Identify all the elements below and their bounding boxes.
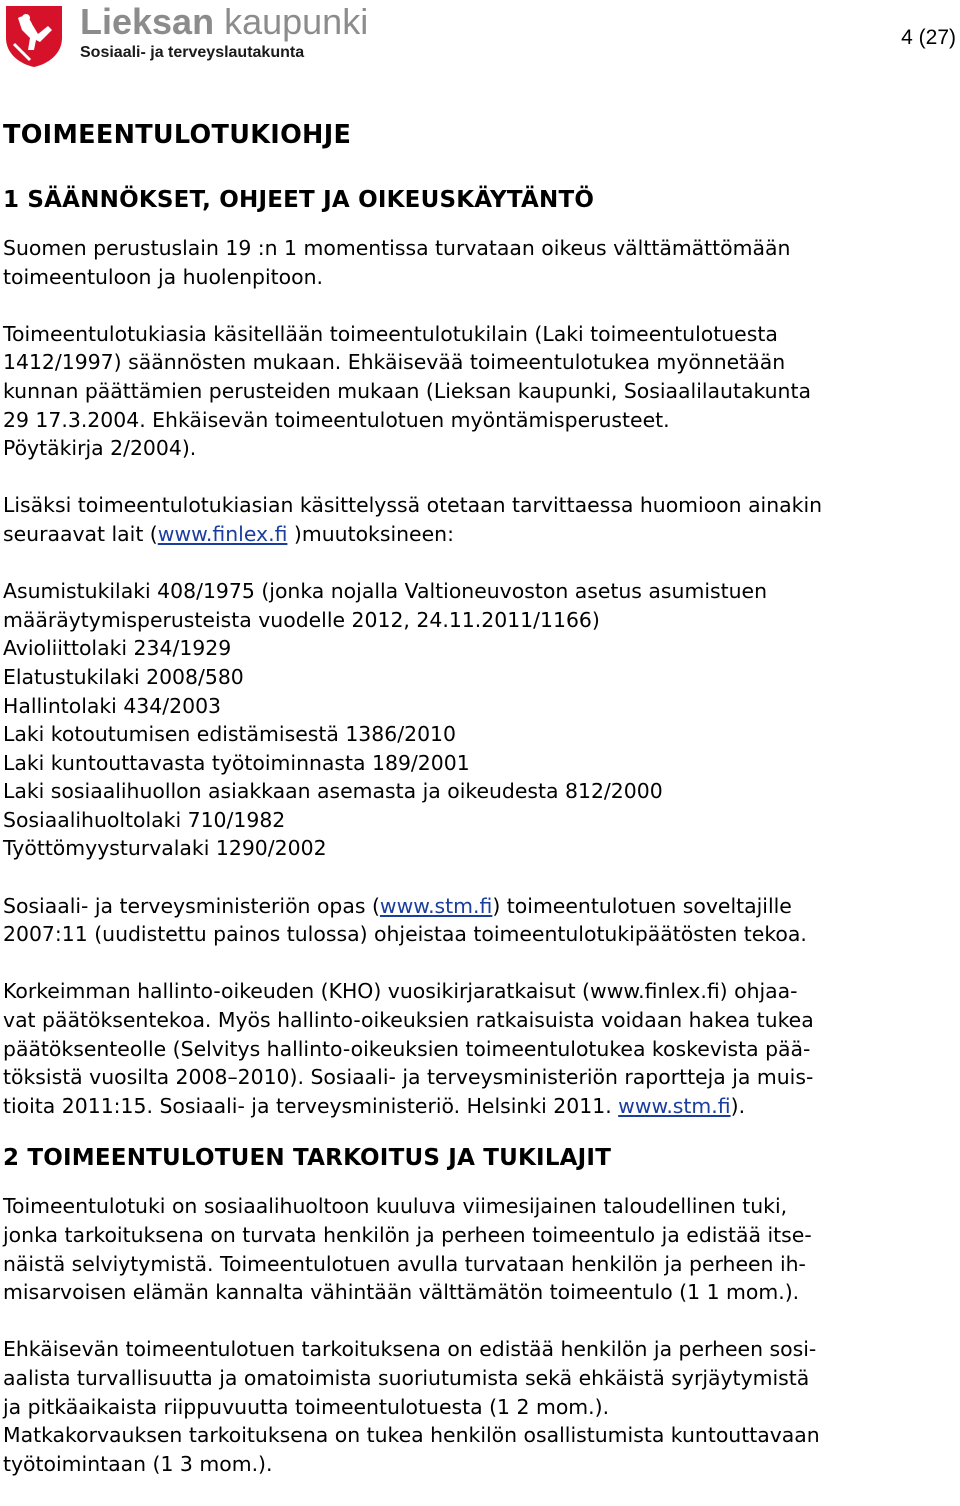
stm-link[interactable]: www.stm.fi — [379, 893, 493, 918]
text-line: tioita 2011:15. Sosiaali- ja terveysministeriö. Helsinki 2011. www.stm.fi). — [3, 1093, 746, 1118]
list-item: Laki kotoutumisen edistämisestä 1386/2010 — [3, 722, 456, 747]
text-line: aalista turvallisuutta ja omatoimista suoriutumista sekä ehkäistä syrjäytymistä — [3, 1365, 810, 1390]
list-item: Elatustukilaki 2008/580 — [3, 664, 244, 689]
text-line: töksistä vuosilta 2008–2010). Sosiaali- ja terveysministeriön raportteja ja muis- — [3, 1065, 814, 1090]
stm-link[interactable]: www.stm.fi — [618, 1093, 731, 1118]
text-line: vat päätöksentekoa. Myös hallinto-oikeuksien ratkaisuista voidaan hakea tukea — [3, 1008, 814, 1033]
text-line: 29 17.3.2004. Ehkäisevän toimeentulotuen myöntämisperusteet. — [3, 407, 670, 432]
text-line: Lisäksi toimeentulotukiasian käsittelyssä otetaan tarvittaessa huomioon ainakin — [3, 493, 823, 518]
paragraph-court-decisions — [3, 977, 958, 1120]
page-header — [0, 0, 960, 76]
text-line: 1412/1997) säännösten mukaan. Ehkäisevää toimeentulotukea myönnetään — [3, 350, 786, 375]
list-item: Laki sosiaalihuollon asiakkaan asemasta ja oikeudesta 812/2000 — [3, 779, 663, 804]
text-line: Pöytäkirja 2/2004). — [3, 436, 197, 461]
text-line: Suomen perustuslain 19 :n 1 momentissa turvataan oikeus välttämättömään — [3, 236, 791, 260]
text-line: Toimeentulotuki on sosiaalihuoltoon kuuluva viimesijainen taloudellinen tuki, — [3, 1194, 788, 1219]
list-item: Laki kuntouttavasta työtoiminnasta 189/2001 — [3, 750, 470, 775]
city-name: Lieksan kaupunki — [80, 1, 369, 42]
paragraph-preventive — [3, 1335, 958, 1478]
list-item: Avioliittolaki 234/1929 — [3, 636, 232, 661]
text-line: kunnan päättämien perusteiden mukaan (Lieksan kaupunki, Sosiaalilautakunta — [3, 378, 811, 403]
paragraph-purpose — [3, 1192, 958, 1306]
paragraph-ministry-guide — [3, 892, 958, 949]
text-line: päätöksenteolle (Selvitys hallinto-oikeuksien toimeentulotukea koskevista pää- — [3, 1036, 811, 1061]
text-line: seuraavat lait (www.finlex.fi )muutoksineen: — [3, 521, 454, 546]
paragraph-laws-intro — [3, 491, 958, 548]
list-item: Hallintolaki 434/2003 — [3, 693, 222, 718]
paragraph-act — [3, 320, 958, 463]
text-line: Sosiaali- ja terveysministeriön opas (www.stm.fi) toimeentulotuen soveltajille — [3, 893, 792, 918]
list-item: Asumistukilaki 408/1975 (jonka nojalla Valtioneuvoston asetus asumistuen — [3, 579, 767, 604]
paragraph-constitution — [3, 234, 958, 291]
laws-list — [3, 577, 958, 863]
page-number: 4 (27) — [901, 26, 956, 49]
text-line: 2007:11 (uudistettu painos tulossa) ohjeistaa toimeentulotukipäätösten tekoa. — [3, 922, 807, 947]
text-line: jonka tarkoituksena on turvata henkilön ja perheen toimeentulo ja edistää itse- — [3, 1223, 812, 1247]
text-line: työtoimintaan (1 3 mom.). — [3, 1451, 273, 1476]
finlex-link[interactable]: www.finlex.fi — [157, 521, 288, 546]
board-name: Sosiaali- ja terveyslautakunta — [80, 44, 305, 61]
text-line: ja pitkäaikaista riippuvuutta toimeentulotuesta (1 2 mom.). — [3, 1394, 610, 1419]
text-line: Ehkäisevän toimeentulotuen tarkoituksena on edistää henkilön ja perheen sosi- — [3, 1337, 817, 1362]
text-line: Toimeentulotukiasia käsitellään toimeentulotukilain (Laki toimeentulotuesta — [3, 321, 778, 346]
text-line: Matkakorvauksen tarkoituksena on tukea henkilön osallistumista kuntouttavaan — [3, 1423, 820, 1448]
text-line: toimeentuloon ja huolenpitoon. — [3, 264, 324, 289]
city-coat-of-arms-icon — [4, 4, 64, 68]
section-1-heading: 1 SÄÄNNÖKSET, OHJEET JA OIKEUSKÄYTÄNTÖ — [3, 187, 595, 213]
text-line: näistä selviytymistä. Toimeentulotuen avulla turvataan henkilön ja perheen ih- — [3, 1251, 806, 1276]
list-item: Työttömyysturvalaki 1290/2002 — [3, 836, 327, 861]
list-item: Sosiaalihuoltolaki 710/1982 — [3, 807, 286, 832]
text-line: Korkeimman hallinto-oikeuden (KHO) vuosikirjaratkaisut (www.finlex.fi) ohjaa- — [3, 979, 798, 1004]
document-title: TOIMEENTULOTUKIOHJE — [3, 120, 352, 150]
section-2-heading: 2 TOIMEENTULOTUEN TARKOITUS JA TUKILAJIT — [3, 1145, 612, 1172]
text-line: misarvoisen elämän kannalta vähintään välttämätön toimeentulo (1 1 mom.). — [3, 1280, 800, 1305]
list-item: määräytymisperusteista vuodelle 2012, 24.11.2011/1166) — [3, 607, 600, 632]
document-body — [3, 116, 958, 1478]
logo-text — [80, 2, 368, 62]
